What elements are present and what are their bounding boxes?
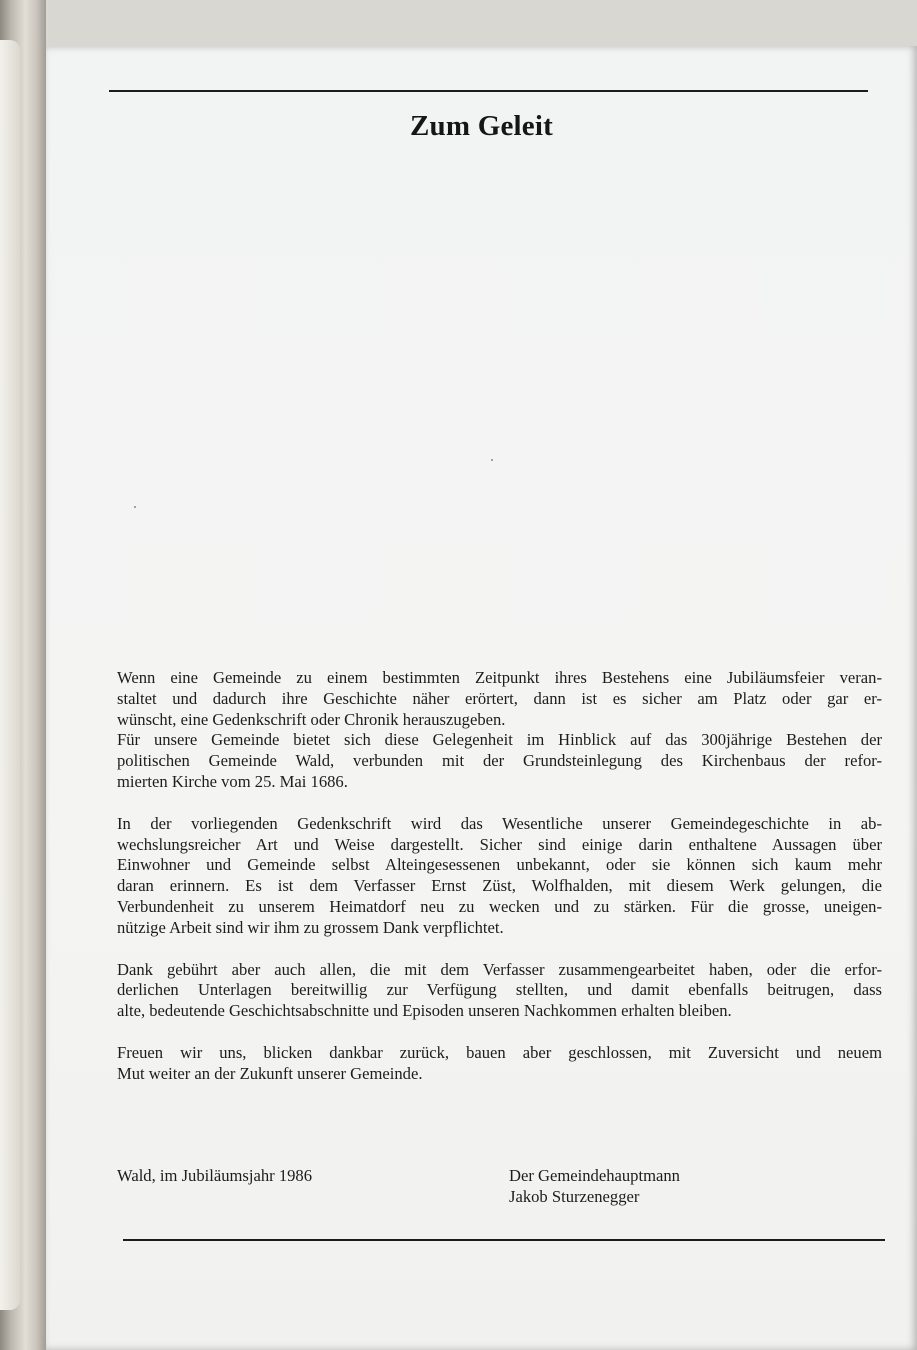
text-line: Für unsere Gemeinde bietet sich diese Gelegenheit im Hinblick auf das 300jährige Bestehen der bbox=[117, 730, 882, 750]
paragraph bbox=[117, 814, 882, 939]
body-text bbox=[117, 668, 882, 1106]
signature-place-date: Wald, im Jubiläumsjahr 1986 bbox=[117, 1166, 313, 1185]
paragraph bbox=[117, 668, 882, 793]
signature-role: Der Gemeindehauptmann bbox=[509, 1166, 680, 1185]
text-line: daran erinnern. Es ist dem Verfasser Ernst Züst, Wolfhalden, mit diesem Werk gelungen, die bbox=[117, 876, 882, 896]
text-line: derlichen Unterlagen bereitwillig zur Verfügung stellten, und damit ebenfalls beitrugen, dass bbox=[117, 980, 882, 1000]
text-line: Freuen wir uns, blicken dankbar zurück, bauen aber geschlossen, mit Zuversicht und neuem bbox=[117, 1042, 882, 1062]
text-line: wechslungsreicher Art und Weise dargestellt. Sicher sind einige darin enthaltene Aussagen über bbox=[117, 834, 882, 854]
signature-block bbox=[509, 1166, 680, 1208]
speck bbox=[134, 506, 136, 508]
text-line: politischen Gemeinde Wald, verbunden mit der Grundsteinlegung des Kirchenbaus der refor- bbox=[117, 751, 882, 771]
text-line: mierten Kirche vom 25. Mai 1686. bbox=[117, 771, 348, 791]
page-title: Zum Geleit bbox=[410, 110, 553, 142]
book-page bbox=[46, 46, 917, 1350]
text-line: Verbundenheit zu unserem Heimatdorf neu zu wecken und zu stärken. Für die grosse, uneigen- bbox=[117, 896, 882, 916]
page-edge bbox=[0, 40, 20, 1310]
text-line: alte, bedeutende Geschichtsabschnitte und Episoden unseren Nachkommen erhalten bleiben. bbox=[117, 1001, 732, 1021]
top-rule bbox=[109, 90, 868, 92]
text-line: Einwohner und Gemeinde selbst Alteingesessenen unbekannt, oder sie können sich kaum mehr bbox=[117, 855, 882, 875]
signature-name: Jakob Sturzenegger bbox=[509, 1186, 640, 1206]
book-spine bbox=[0, 0, 46, 1350]
paragraph bbox=[117, 1043, 882, 1085]
text-line: wünscht, eine Gedenkschrift oder Chronik herauszugeben. bbox=[117, 709, 506, 729]
text-line: Mut weiter an der Zukunft unserer Gemeinde. bbox=[117, 1063, 423, 1083]
text-line: staltet und dadurch ihre Geschichte näher erörtert, dann ist es sicher am Platz oder gar er- bbox=[117, 688, 882, 708]
bottom-rule bbox=[123, 1239, 885, 1241]
text-line: Wenn eine Gemeinde zu einem bestimmten Zeitpunkt ihres Bestehens eine Jubiläumsfeier veran- bbox=[117, 668, 882, 687]
text-line: nützige Arbeit sind wir ihm zu grossem Dank verpflichtet. bbox=[117, 917, 504, 937]
text-line: Dank gebührt aber auch allen, die mit dem Verfasser zusammengearbeitet haben, oder die erfor- bbox=[117, 959, 882, 979]
paragraph bbox=[117, 960, 882, 1022]
speck bbox=[491, 459, 493, 461]
text-line: In der vorliegenden Gedenkschrift wird das Wesentliche unserer Gemeindegeschichte in ab- bbox=[117, 813, 882, 833]
